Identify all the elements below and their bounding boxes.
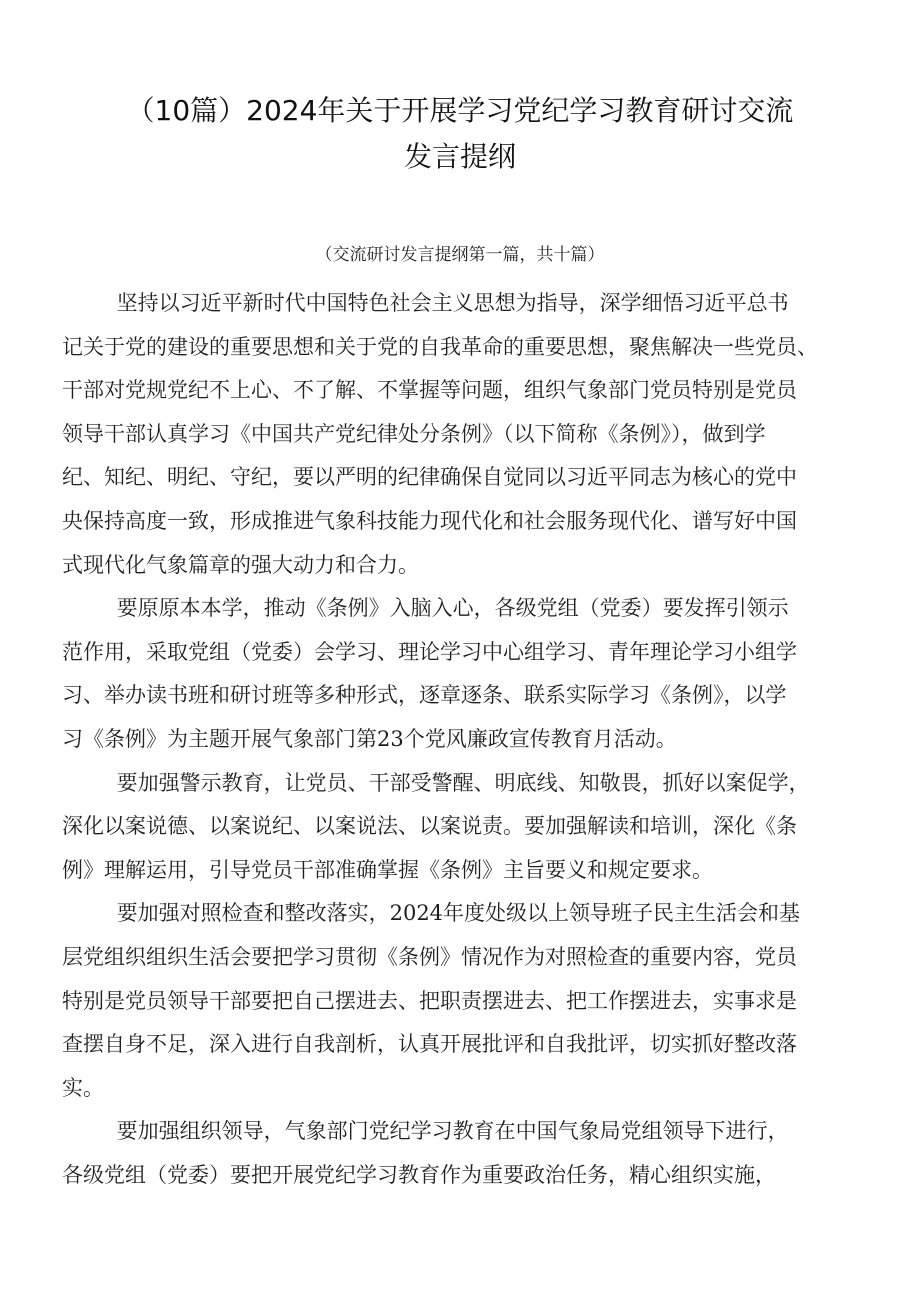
document-subtitle: （交流研讨发言提纲第一篇，共十篇）	[315, 245, 605, 265]
paragraph-1: 坚持以习近平新时代中国特色社会主义思想为指导，深学细悟习近平总书 记关于党的建设的重要思想和关于党的自我革命的重要思想，聚焦解决一些党员、 干部对党规党纪不上心、不了解、不掌握等问题，组织气象部门党员特别是党员 领导干部认真学习《中国共产党纪律处分条例》（以下简称《条例》），做到学 纪、知纪、明纪、守纪，要以严明的纪律确保自觉同以习近平同志为核心的党中 央保持高度一致，形成推进气象科技能力现代化和社会服务现代化、谱写好中国 式现代化气象篇章的强大动力和合力。	[62, 291, 818, 577]
paragraph-4: 要加强对照检查和整改落实，2024年度处级以上领导班子民主生活会和基 层党组织组织生活会要把学习贯彻《条例》情况作为对照检查的重要内容，党员 特别是党员领导干部要把自己摆进去、把职责摆进去、把工作摆进去，实事求是 查摆自身不足，深入进行自我剖析，认真开展批评和自我批评，切实抓好整改落 实。	[62, 901, 801, 1100]
paragraph-2: 要原原本本学，推动《条例》入脑入心，各级党组（党委）要发挥引领示 范作用，采取党组（党委）会学习、理论学习中心组学习、青年理论学习小组学 习、举办读书班和研讨班等多种形式，逐章逐条、联系实际学习《条例》，以学 习《条例》为主题开展气象部门第23个党风廉政宣传教育月活动。	[62, 596, 797, 751]
title-line-2: 发言提纲	[403, 140, 516, 173]
document-title	[60, 88, 860, 180]
title-line-1: （10篇）2024年关于开展学习党纪学习教育研讨交流	[126, 94, 794, 127]
paragraph-5: 要加强组织领导，气象部门党纪学习教育在中国气象局党组领导下进行， 各级党组（党委）要把开展党纪学习教育作为重要政治任务，精心组织实施，	[62, 1119, 789, 1187]
paragraph-3: 要加强警示教育，让党员、干部受警醒、明底线、知敬畏，抓好以案促学， 深化以案说德、以案说纪、以案说法、以案说责。要加强解读和培训，深化《条 例》理解运用，引导党员干部准确掌握《条例》主旨要义和规定要求。	[62, 770, 810, 882]
document-body	[62, 282, 862, 1197]
